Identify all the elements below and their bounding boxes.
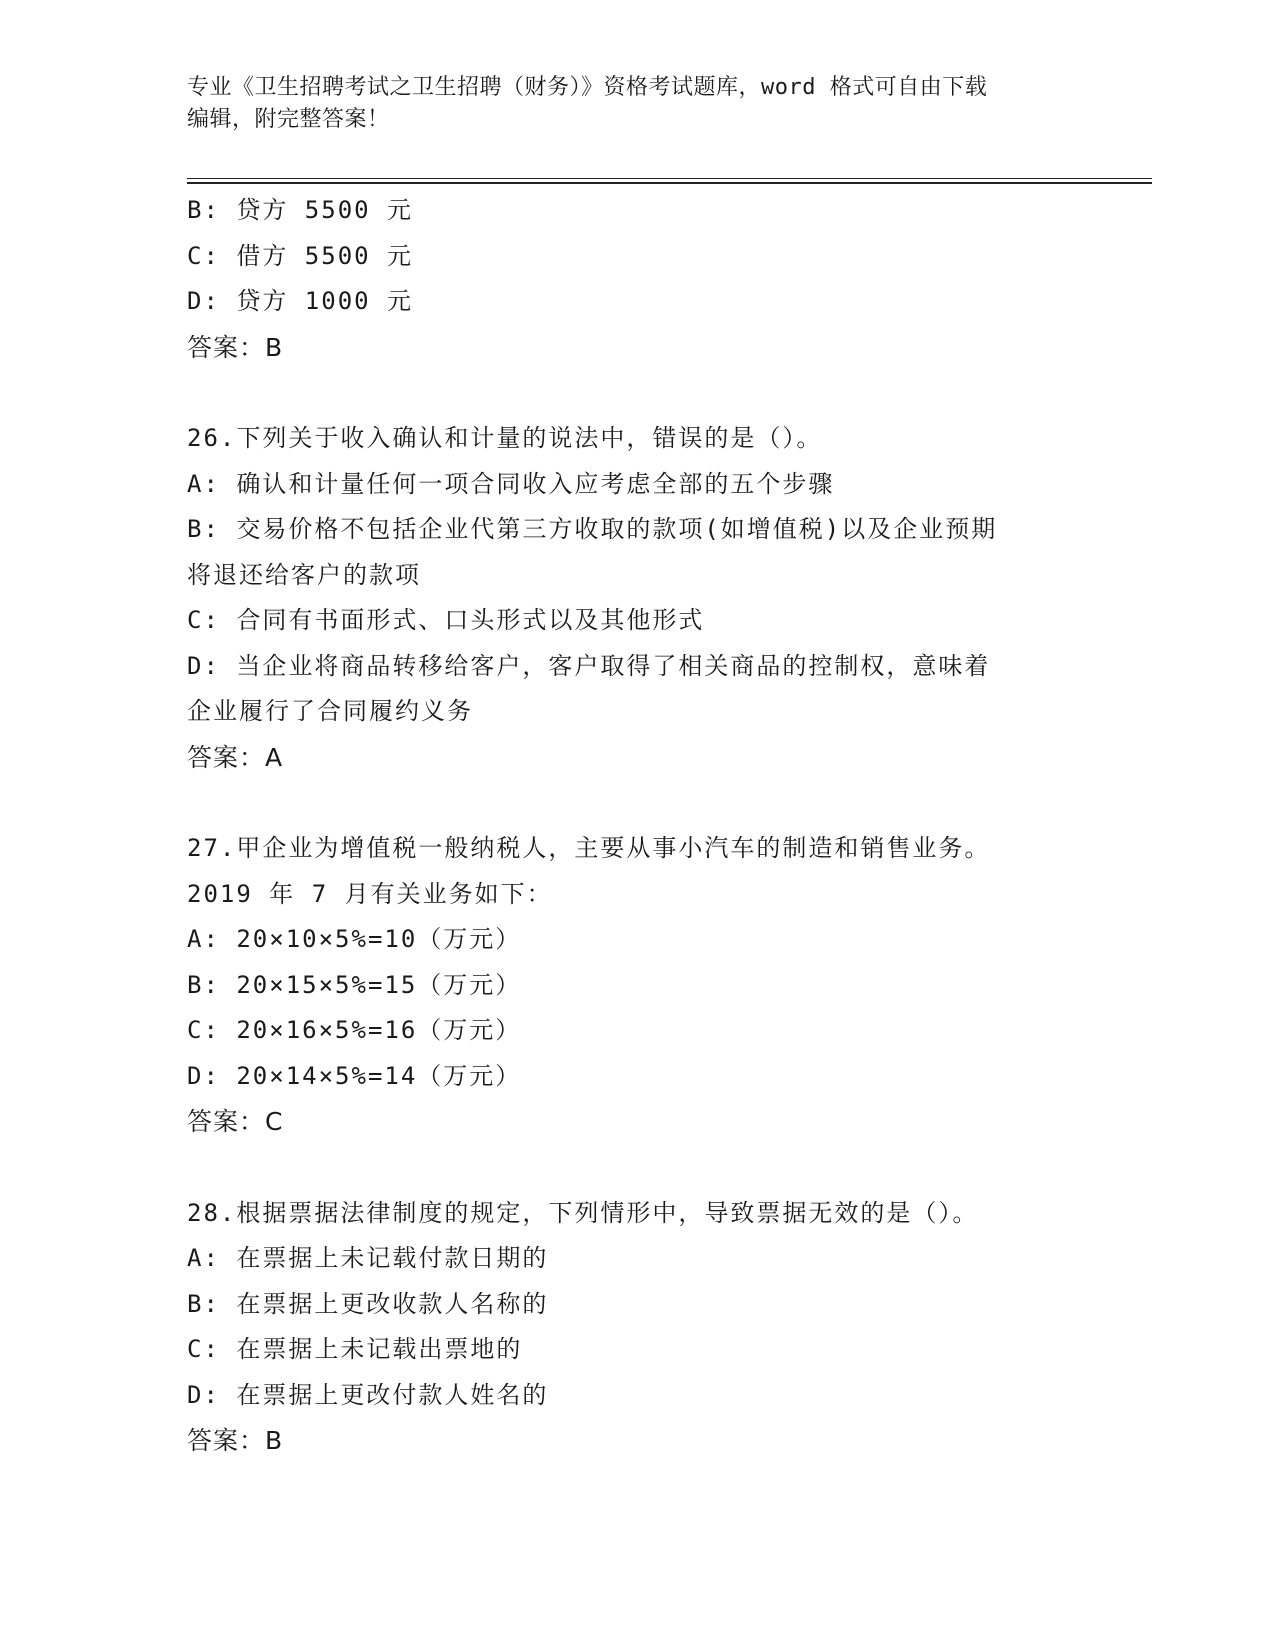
question-27-block bbox=[187, 826, 1077, 1145]
q25-answer: 答案：B bbox=[187, 332, 284, 362]
q27-option-d: D: 20×14×5%=14（万元） bbox=[187, 1061, 522, 1090]
q26-option-b-line-2: 将退还给客户的款项 bbox=[187, 560, 421, 589]
q28-option-d: D: 在票据上更改付款人姓名的 bbox=[187, 1380, 549, 1409]
q26-question: 26.下列关于收入确认和计量的说法中，错误的是（）。 bbox=[187, 424, 823, 452]
q27-option-c: C: 20×16×5%=16（万元） bbox=[187, 1016, 522, 1044]
q25-option-b: B: 贷方 5500 元 bbox=[187, 196, 414, 224]
q28-option-b: B: 在票据上更改收款人名称的 bbox=[187, 1289, 549, 1318]
question-25-block bbox=[187, 188, 1077, 370]
spacer bbox=[187, 1145, 1077, 1191]
q26-answer: 答案：A bbox=[187, 742, 284, 772]
header-rule-thin bbox=[187, 178, 1152, 179]
q27-option-a: A: 20×10×5%=10（万元） bbox=[187, 925, 522, 953]
q27-answer: 答案：C bbox=[187, 1107, 284, 1136]
question-26-block bbox=[187, 416, 1077, 780]
q26-option-a: A: 确认和计量任何一项合同收入应考虑全部的五个步骤 bbox=[187, 469, 835, 498]
q26-option-d-line-2: 企业履行了合同履约义务 bbox=[187, 697, 473, 725]
q26-option-d-line-1: D: 当企业将商品转移给客户，客户取得了相关商品的控制权，意味着 bbox=[187, 651, 991, 680]
q26-option-c: C: 合同有书面形式、口头形式以及其他形式 bbox=[187, 606, 705, 634]
question-28-block bbox=[187, 1191, 1077, 1464]
q27-question-line-2: 2019 年 7 月有关业务如下： bbox=[187, 879, 553, 908]
q27-option-b: B: 20×15×5%=15（万元） bbox=[187, 970, 522, 999]
header-line-2: 编辑，附完整答案！ bbox=[187, 107, 390, 132]
q28-answer: 答案：B bbox=[187, 1426, 284, 1455]
q28-option-c: C: 在票据上未记载出票地的 bbox=[187, 1335, 523, 1363]
q25-option-c: C: 借方 5500 元 bbox=[187, 241, 414, 270]
header-rule-thick bbox=[187, 182, 1152, 184]
q26-option-b-line-1: B: 交易价格不包括企业代第三方收取的款项(如增值税)以及企业预期 bbox=[187, 515, 998, 543]
q27-question-line-1: 27.甲企业为增值税一般纳税人，主要从事小汽车的制造和销售业务。 bbox=[187, 834, 991, 862]
page-header bbox=[187, 72, 1087, 136]
q28-question: 28.根据票据法律制度的规定，下列情形中，导致票据无效的是（）。 bbox=[187, 1198, 979, 1227]
q25-option-d: D: 贷方 1000 元 bbox=[187, 287, 414, 315]
q28-option-a: A: 在票据上未记载付款日期的 bbox=[187, 1244, 549, 1272]
document-body bbox=[187, 188, 1077, 1464]
header-line-1: 专业《卫生招聘考试之卫生招聘（财务）》资格考试题库，word 格式可自由下载 bbox=[187, 75, 988, 100]
spacer bbox=[187, 370, 1077, 416]
spacer bbox=[187, 780, 1077, 826]
